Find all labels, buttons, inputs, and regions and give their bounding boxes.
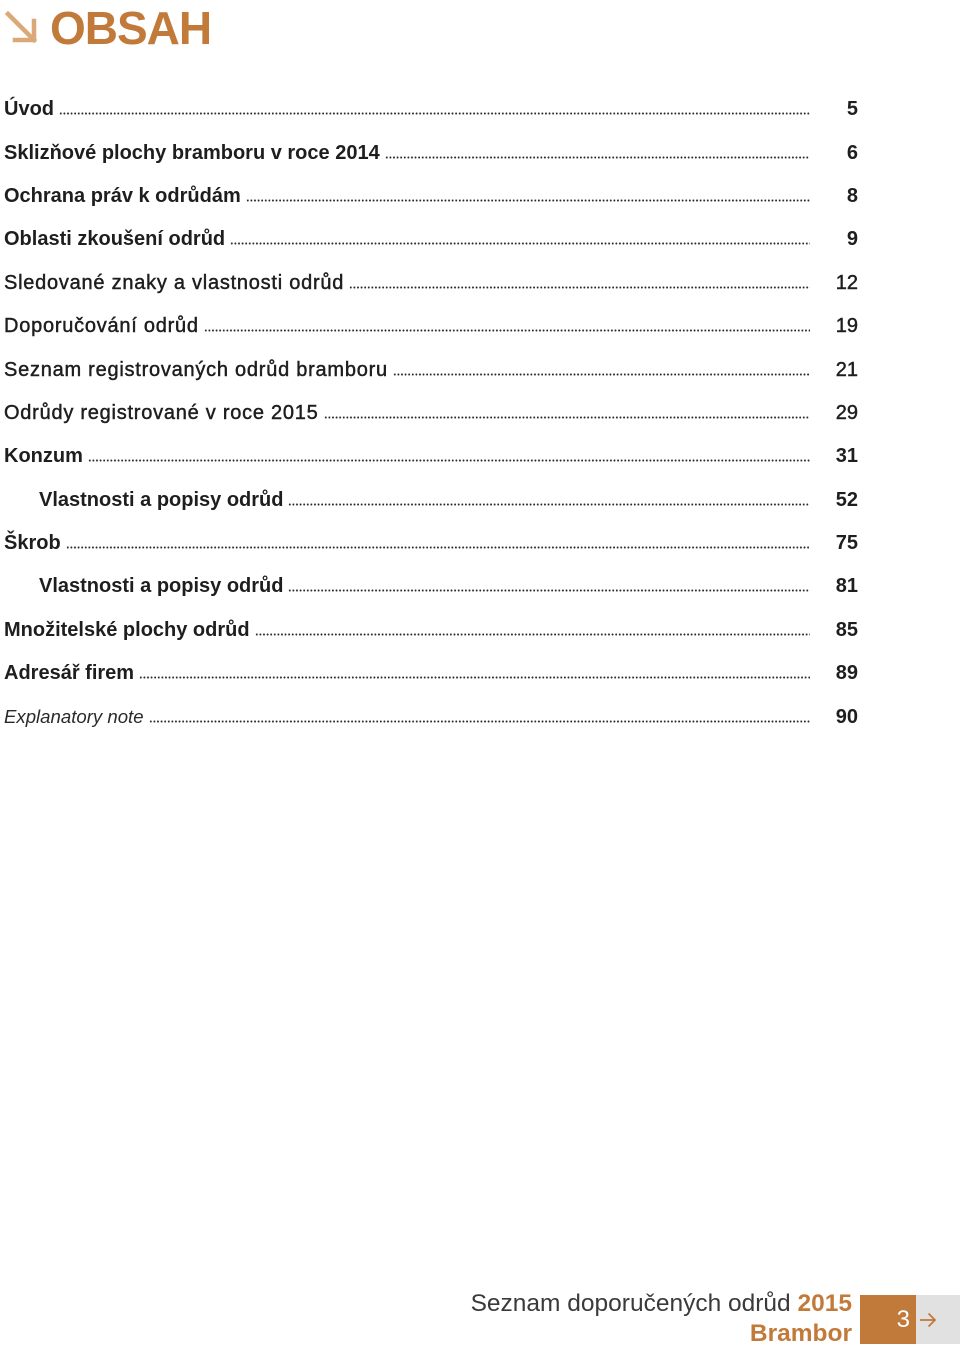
toc-entry-label: Škrob bbox=[4, 531, 61, 554]
toc-entry-sledovane-znaky[interactable] bbox=[4, 262, 858, 305]
dot-leader bbox=[288, 503, 810, 506]
arrow-right-icon bbox=[919, 1312, 937, 1328]
toc-entry-label: Odrůdy registrované v roce 2015 bbox=[4, 401, 319, 424]
toc-entry-label: Explanatory note bbox=[4, 706, 144, 728]
dot-leader bbox=[349, 286, 810, 289]
toc-entry-page: 6 bbox=[846, 141, 858, 164]
toc-entry-label: Úvod bbox=[4, 98, 54, 121]
toc-entry-page: 81 bbox=[835, 575, 858, 598]
toc-entry-page: 75 bbox=[835, 531, 858, 554]
dot-leader bbox=[149, 720, 810, 723]
dot-leader bbox=[393, 373, 810, 376]
dot-leader bbox=[246, 199, 810, 202]
toc-entry-uvod[interactable] bbox=[4, 88, 858, 131]
toc-entry-page: 21 bbox=[835, 358, 858, 381]
toc-entry-label: Oblasti zkoušení odrůd bbox=[4, 228, 226, 251]
toc-entry-page: 12 bbox=[835, 271, 858, 294]
toc-entry-sklizove-plochy[interactable] bbox=[4, 132, 858, 175]
toc-entry-page: 85 bbox=[835, 618, 858, 641]
publication-subtitle: Brambor bbox=[749, 1319, 852, 1347]
toc-entry-label: Konzum bbox=[4, 445, 83, 468]
publication-title-line bbox=[471, 1289, 852, 1319]
toc-entry-konzum[interactable] bbox=[4, 435, 858, 478]
toc-entry-page: 31 bbox=[835, 445, 858, 468]
toc-entry-label: Množitelské plochy odrůd bbox=[4, 618, 250, 641]
toc-entry-skrob[interactable] bbox=[4, 522, 858, 565]
toc-entry-oblasti-zkouseni[interactable] bbox=[4, 218, 858, 261]
toc-entry-page: 90 bbox=[835, 706, 858, 729]
toc-entry-page: 89 bbox=[835, 662, 858, 685]
toc-entry-ochrana-prav[interactable] bbox=[4, 175, 858, 218]
dot-leader bbox=[255, 633, 810, 636]
dot-leader bbox=[66, 546, 810, 549]
publication-title bbox=[471, 1289, 852, 1349]
toc-entry-page: 29 bbox=[835, 401, 858, 424]
toc-subentry-konzum-vlastnosti[interactable] bbox=[4, 479, 858, 522]
arrow-down-right-icon bbox=[3, 9, 39, 45]
publication-year: 2015 bbox=[797, 1289, 852, 1317]
toc-entry-label: Vlastnosti a popisy odrůd bbox=[39, 488, 284, 511]
toc-entry-page: 8 bbox=[846, 185, 858, 208]
toc-entry-label: Adresář firem bbox=[4, 662, 135, 685]
dot-leader bbox=[324, 416, 810, 419]
toc-entry-label: Seznam registrovaných odrůd bramboru bbox=[4, 358, 388, 381]
toc-subentry-skrob-vlastnosti[interactable] bbox=[4, 565, 858, 608]
toc-entry-odrudy-registrovane[interactable] bbox=[4, 392, 858, 435]
toc-entry-seznam-registrovanych[interactable] bbox=[4, 349, 858, 392]
toc-entry-page: 5 bbox=[846, 98, 858, 121]
toc-entry-mnozitelske-plochy[interactable] bbox=[4, 609, 858, 652]
dot-leader bbox=[288, 589, 810, 592]
toc-entry-explanatory-note[interactable] bbox=[4, 695, 858, 738]
dot-leader bbox=[204, 329, 810, 332]
toc-entry-doporucovani[interactable] bbox=[4, 305, 858, 348]
toc-entry-label: Ochrana práv k odrůdám bbox=[4, 185, 241, 208]
toc-entry-label: Sklizňové plochy bramboru v roce 2014 bbox=[4, 141, 380, 164]
page-number: 3 bbox=[860, 1295, 916, 1344]
dot-leader bbox=[88, 459, 810, 462]
toc-entry-label: Vlastnosti a popisy odrůd bbox=[39, 575, 284, 598]
dot-leader bbox=[139, 676, 810, 679]
toc-entry-label: Sledované znaky a vlastnosti odrůd bbox=[4, 271, 345, 294]
toc-entry-page: 52 bbox=[835, 488, 858, 511]
dot-leader bbox=[385, 156, 810, 159]
publication-name: Seznam doporučených odrůd bbox=[470, 1289, 791, 1317]
page-title: OBSAH bbox=[50, 2, 212, 54]
toc-entry-adresar-firem[interactable] bbox=[4, 652, 858, 695]
toc-entry-label: Doporučování odrůd bbox=[4, 315, 199, 338]
next-page-tab bbox=[916, 1295, 960, 1344]
toc-entry-page: 9 bbox=[846, 228, 858, 251]
dot-leader bbox=[230, 242, 810, 245]
toc-entry-page: 19 bbox=[835, 315, 858, 338]
dot-leader bbox=[59, 112, 810, 115]
table-of-contents bbox=[4, 88, 858, 738]
